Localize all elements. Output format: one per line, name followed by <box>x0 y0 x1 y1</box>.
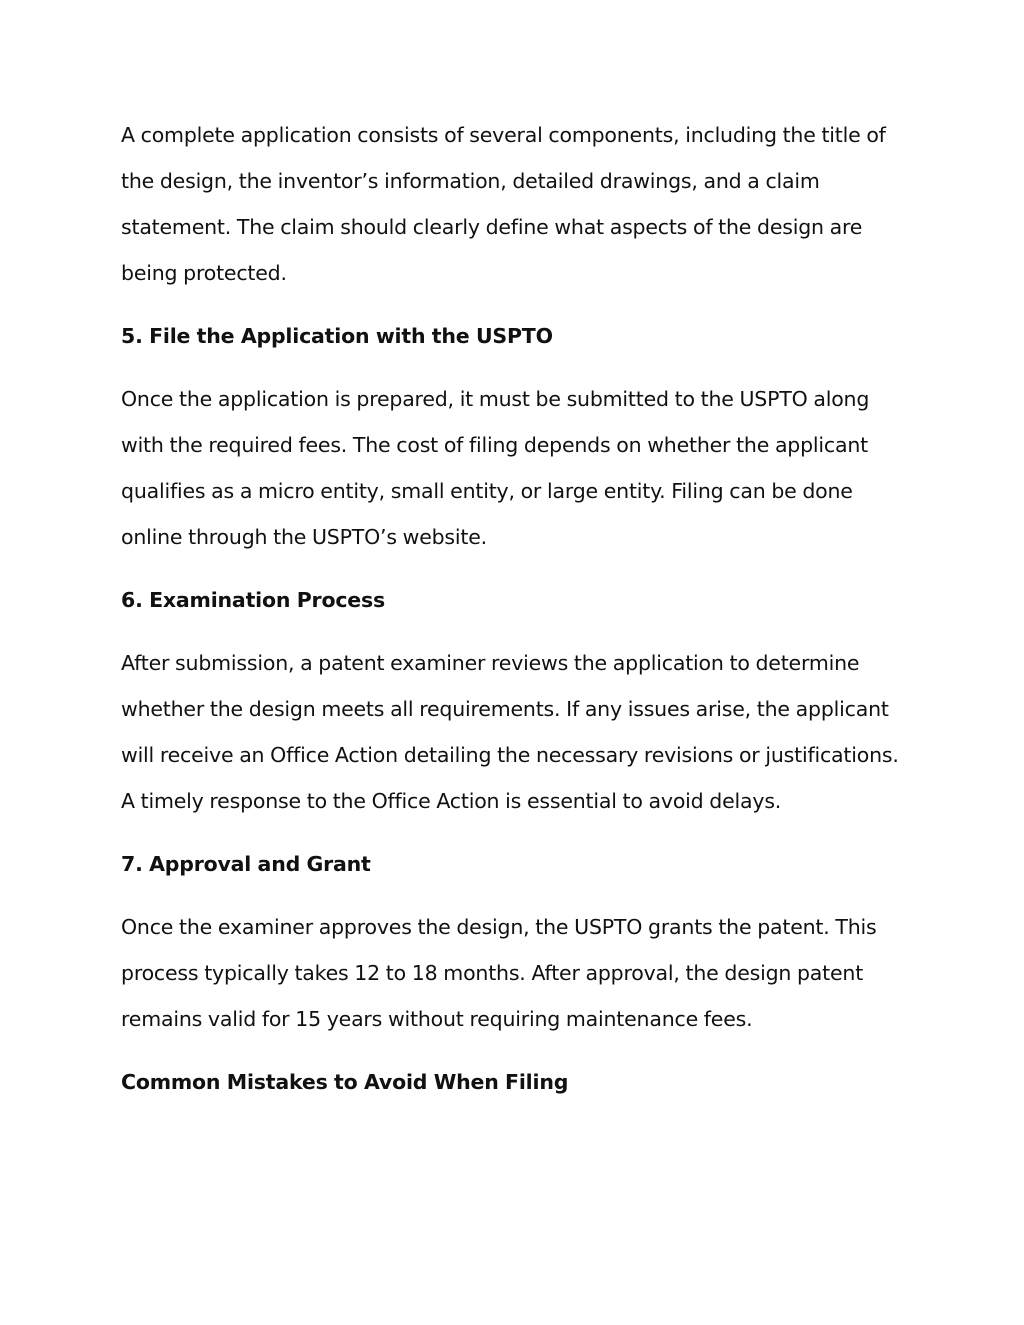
heading-file-application: 5. File the Application with the USPTO <box>121 324 553 348</box>
heading-common-mistakes: Common Mistakes to Avoid When Filing <box>121 1070 569 1094</box>
heading-approval-grant: 7. Approval and Grant <box>121 852 371 876</box>
document-page <box>121 112 911 1122</box>
paragraph-filing-details: Once the application is prepared, it must be submitted to the USPTO along with the required fees. The cost of filing depends on whether the applicant qualifies as a micro entity, small entity, or large entity. Filing can be done online through the USPTO’s website. <box>121 387 870 549</box>
paragraph-approval-details: Once the examiner approves the design, the USPTO grants the patent. This process typically takes 12 to 18 months. After approval, the design patent remains valid for 15 years without requiring maintenance fees. <box>121 915 877 1031</box>
paragraph-application-components: A complete application consists of several components, including the title of the design, the inventor’s information, detailed drawings, and a claim statement. The claim should clearly define what aspects of the design are being protected. <box>121 123 886 285</box>
paragraph-examination-details: After submission, a patent examiner reviews the application to determine whether the design meets all requirements. If any issues arise, the applicant will receive an Office Action detailing the necessary revisions or justifications. A timely response to the Office Action is essential to avoid delays. <box>121 651 899 813</box>
heading-examination-process: 6. Examination Process <box>121 588 385 612</box>
